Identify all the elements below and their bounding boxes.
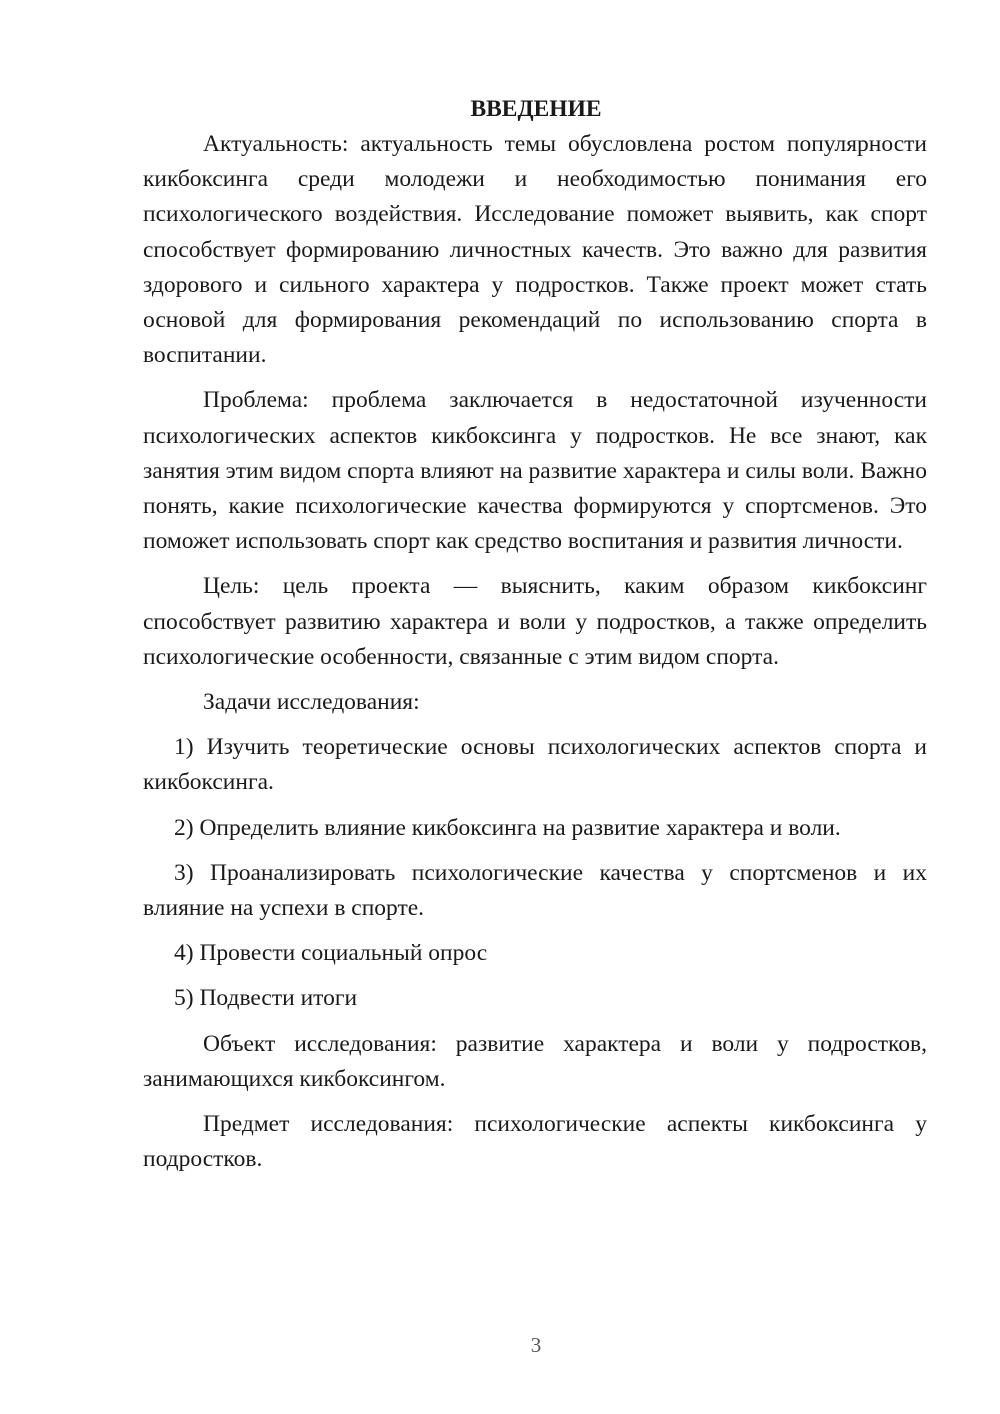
goal-paragraph: Цель: цель проекта — выяснить, каким образом кикбоксинг способствует развитию характера и воли у подростков, а также определить психологические особенности, связанные с этим видом спорта. — [143, 573, 927, 670]
task-item-4: 4) Провести социальный опрос — [174, 940, 488, 967]
task-item-2: 2) Определить влияние кикбоксинга на развитие характера и воли. — [174, 814, 841, 841]
task-item-1: 1) Изучить теоретические основы психологических аспектов спорта и кикбоксинга. — [143, 734, 927, 796]
task-item-3: 3) Проанализировать психологические качества у спортсменов и их влияние на успехи в спорте. — [143, 859, 927, 922]
relevance-paragraph: Актуальность: актуальность темы обусловлена ростом популярности кикбоксинга среди молодежи и необходимостью понимания его психологического воздействия. Исследование поможет выявить, как спорт способствует формированию личностных качеств. Это важно для развития здорового и сильного характера у подростков. Также проект может стать основой для формирования рекомендаций по использованию спорта в воспитании. — [143, 131, 927, 369]
task-item-5: 5) Подвести итоги — [174, 985, 358, 1012]
subject-paragraph: Предмет исследования: психологические аспекты кикбоксинга у подростков. — [143, 1111, 927, 1173]
object-paragraph: Объект исследования: развитие характера и воли у подростков, занимающихся кикбоксингом. — [143, 1030, 927, 1092]
page-title: ВВЕДЕНИЕ — [470, 96, 602, 122]
tasks-heading: Задачи исследования: — [203, 689, 420, 716]
document-body — [143, 92, 927, 1187]
problem-paragraph: Проблема: проблема заключается в недостаточной изученности психологических аспектов кикбоксинга у подростков. Не все знают, как занятия этим видом спорта влияют на развитие характера и силы воли. Важно понять, какие психологические качества формируются у спортсменов. Это поможет использовать спорт как средство воспитания и развития личности. — [143, 387, 927, 555]
page-number: 3 — [530, 1333, 542, 1357]
